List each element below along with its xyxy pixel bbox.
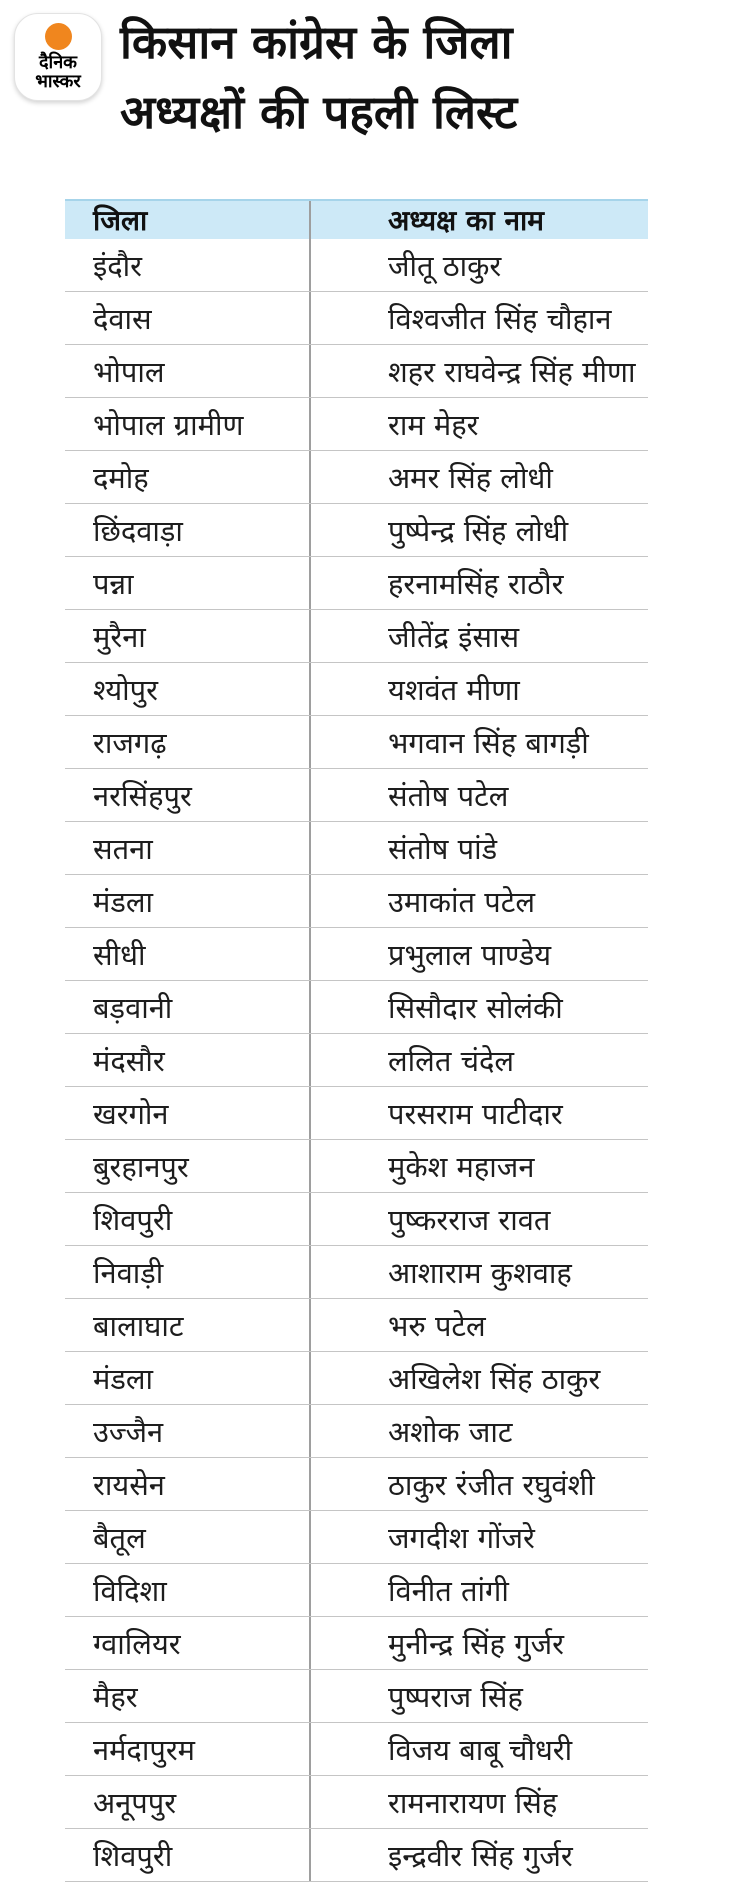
president-cell: अखिलेश सिंह ठाकुर xyxy=(309,1352,648,1404)
table-row xyxy=(65,1246,648,1299)
president-cell: ठाकुर रंजीत रघुवंशी xyxy=(309,1458,648,1510)
president-cell: पुष्करराज रावत xyxy=(309,1193,648,1245)
president-cell: यशवंत मीणा xyxy=(309,663,648,715)
table-row xyxy=(65,1458,648,1511)
president-cell: जीतू ठाकुर xyxy=(309,239,648,291)
table-row xyxy=(65,822,648,875)
president-cell: जीतेंद्र इंसास xyxy=(309,610,648,662)
president-cell: जगदीश गोंजरे xyxy=(309,1511,648,1563)
table-row xyxy=(65,716,648,769)
district-cell: बुरहानपुर xyxy=(93,1149,189,1184)
table-row xyxy=(65,1776,648,1829)
table-row xyxy=(65,292,648,345)
president-cell: अमर सिंह लोधी xyxy=(309,451,648,503)
district-cell: देवास xyxy=(93,301,152,336)
table-header-row xyxy=(65,199,648,239)
table-row xyxy=(65,1140,648,1193)
district-cell: उज्जैन xyxy=(93,1414,164,1449)
table-row xyxy=(65,663,648,716)
district-cell: भोपाल xyxy=(93,354,165,389)
district-cell: विदिशा xyxy=(93,1573,167,1608)
logo-text-line2: भास्कर xyxy=(35,71,81,92)
district-cell: मंडला xyxy=(93,884,154,919)
district-cell: बड़वानी xyxy=(93,990,173,1025)
table-row xyxy=(65,610,648,663)
page-title-line1: किसान कांग्रेस के जिला xyxy=(120,15,513,69)
column-header-district: जिला xyxy=(93,204,148,237)
district-cell: मंडला xyxy=(93,1361,154,1396)
dainik-bhaskar-logo xyxy=(14,13,102,101)
president-cell: पुष्पराज सिंह xyxy=(309,1670,648,1722)
president-cell: इन्द्रवीर सिंह गुर्जर xyxy=(309,1829,648,1881)
president-cell: मुकेश महाजन xyxy=(309,1140,648,1192)
table-row xyxy=(65,345,648,398)
table-row xyxy=(65,928,648,981)
table-row xyxy=(65,1299,648,1352)
table-row xyxy=(65,875,648,928)
president-cell: ललित चंदेल xyxy=(309,1034,648,1086)
president-cell: मुनीन्द्र सिंह गुर्जर xyxy=(309,1617,648,1669)
column-header-president: अध्यक्ष का नाम xyxy=(309,201,648,239)
president-cell: पुष्पेन्द्र सिंह लोधी xyxy=(309,504,648,556)
district-cell: मंदसौर xyxy=(93,1043,165,1078)
table-row xyxy=(65,1564,648,1617)
district-cell: बालाघाट xyxy=(93,1308,184,1343)
table-row xyxy=(65,557,648,610)
page-title-line2: अध्यक्षों की पहली लिस्ट xyxy=(120,85,518,139)
district-presidents-table xyxy=(65,199,648,1882)
president-cell: रामनारायण सिंह xyxy=(309,1776,648,1828)
president-cell: भरु पटेल xyxy=(309,1299,648,1351)
president-cell: शहर राघवेन्द्र सिंह मीणा xyxy=(309,345,648,397)
table-row xyxy=(65,1670,648,1723)
district-cell: निवाड़ी xyxy=(93,1255,164,1290)
president-cell: प्रभुलाल पाण्डेय xyxy=(309,928,648,980)
table-row xyxy=(65,1723,648,1776)
district-cell: पन्ना xyxy=(93,566,134,601)
district-cell: रायसेन xyxy=(93,1467,165,1502)
president-cell: राम मेहर xyxy=(309,398,648,450)
president-cell: आशाराम कुशवाह xyxy=(309,1246,648,1298)
president-cell: सिसौदार सोलंकी xyxy=(309,981,648,1033)
district-cell: सतना xyxy=(93,831,153,866)
table-body xyxy=(65,239,648,1882)
district-cell: राजगढ़ xyxy=(93,725,167,760)
district-cell: भोपाल ग्रामीण xyxy=(93,407,244,442)
page-title xyxy=(120,7,517,147)
district-cell: ग्वालियर xyxy=(93,1626,181,1661)
president-cell: विजय बाबू चौधरी xyxy=(309,1723,648,1775)
table-row xyxy=(65,1352,648,1405)
district-cell: श्योपुर xyxy=(93,672,158,707)
district-cell: शिवपुरी xyxy=(93,1202,173,1237)
table-row xyxy=(65,1193,648,1246)
district-cell: नर्मदापुरम xyxy=(93,1732,196,1767)
district-cell: मुरैना xyxy=(93,619,146,654)
table-row xyxy=(65,239,648,292)
table-row xyxy=(65,504,648,557)
header xyxy=(14,13,517,147)
district-cell: शिवपुरी xyxy=(93,1838,173,1873)
table-row xyxy=(65,451,648,504)
table-row xyxy=(65,398,648,451)
table-row xyxy=(65,1617,648,1670)
president-cell: विनीत तांगी xyxy=(309,1564,648,1616)
district-cell: सीधी xyxy=(93,937,146,972)
president-cell: विश्वजीत सिंह चौहान xyxy=(309,292,648,344)
table-row xyxy=(65,1511,648,1564)
president-cell: भगवान सिंह बागड़ी xyxy=(309,716,648,768)
president-cell: उमाकांत पटेल xyxy=(309,875,648,927)
president-cell: संतोष पांडे xyxy=(309,822,648,874)
table-row xyxy=(65,1034,648,1087)
district-cell: नरसिंहपुर xyxy=(93,778,192,813)
district-cell: इंदौर xyxy=(93,248,143,283)
sun-icon xyxy=(45,23,72,50)
president-cell: हरनामसिंह राठौर xyxy=(309,557,648,609)
district-cell: छिंदवाड़ा xyxy=(93,513,183,548)
table-row xyxy=(65,1829,648,1882)
president-cell: परसराम पाटीदार xyxy=(309,1087,648,1139)
president-cell: संतोष पटेल xyxy=(309,769,648,821)
table-row xyxy=(65,981,648,1034)
district-cell: दमोह xyxy=(93,460,149,495)
table-row xyxy=(65,769,648,822)
district-cell: मैहर xyxy=(93,1679,138,1714)
district-cell: अनूपपुर xyxy=(93,1785,177,1820)
president-cell: अशोक जाट xyxy=(309,1405,648,1457)
district-cell: खरगोन xyxy=(93,1096,169,1131)
table-row xyxy=(65,1087,648,1140)
table-row xyxy=(65,1405,648,1458)
district-cell: बैतूल xyxy=(93,1520,146,1555)
logo-text-line1: दैनिक xyxy=(38,52,78,73)
